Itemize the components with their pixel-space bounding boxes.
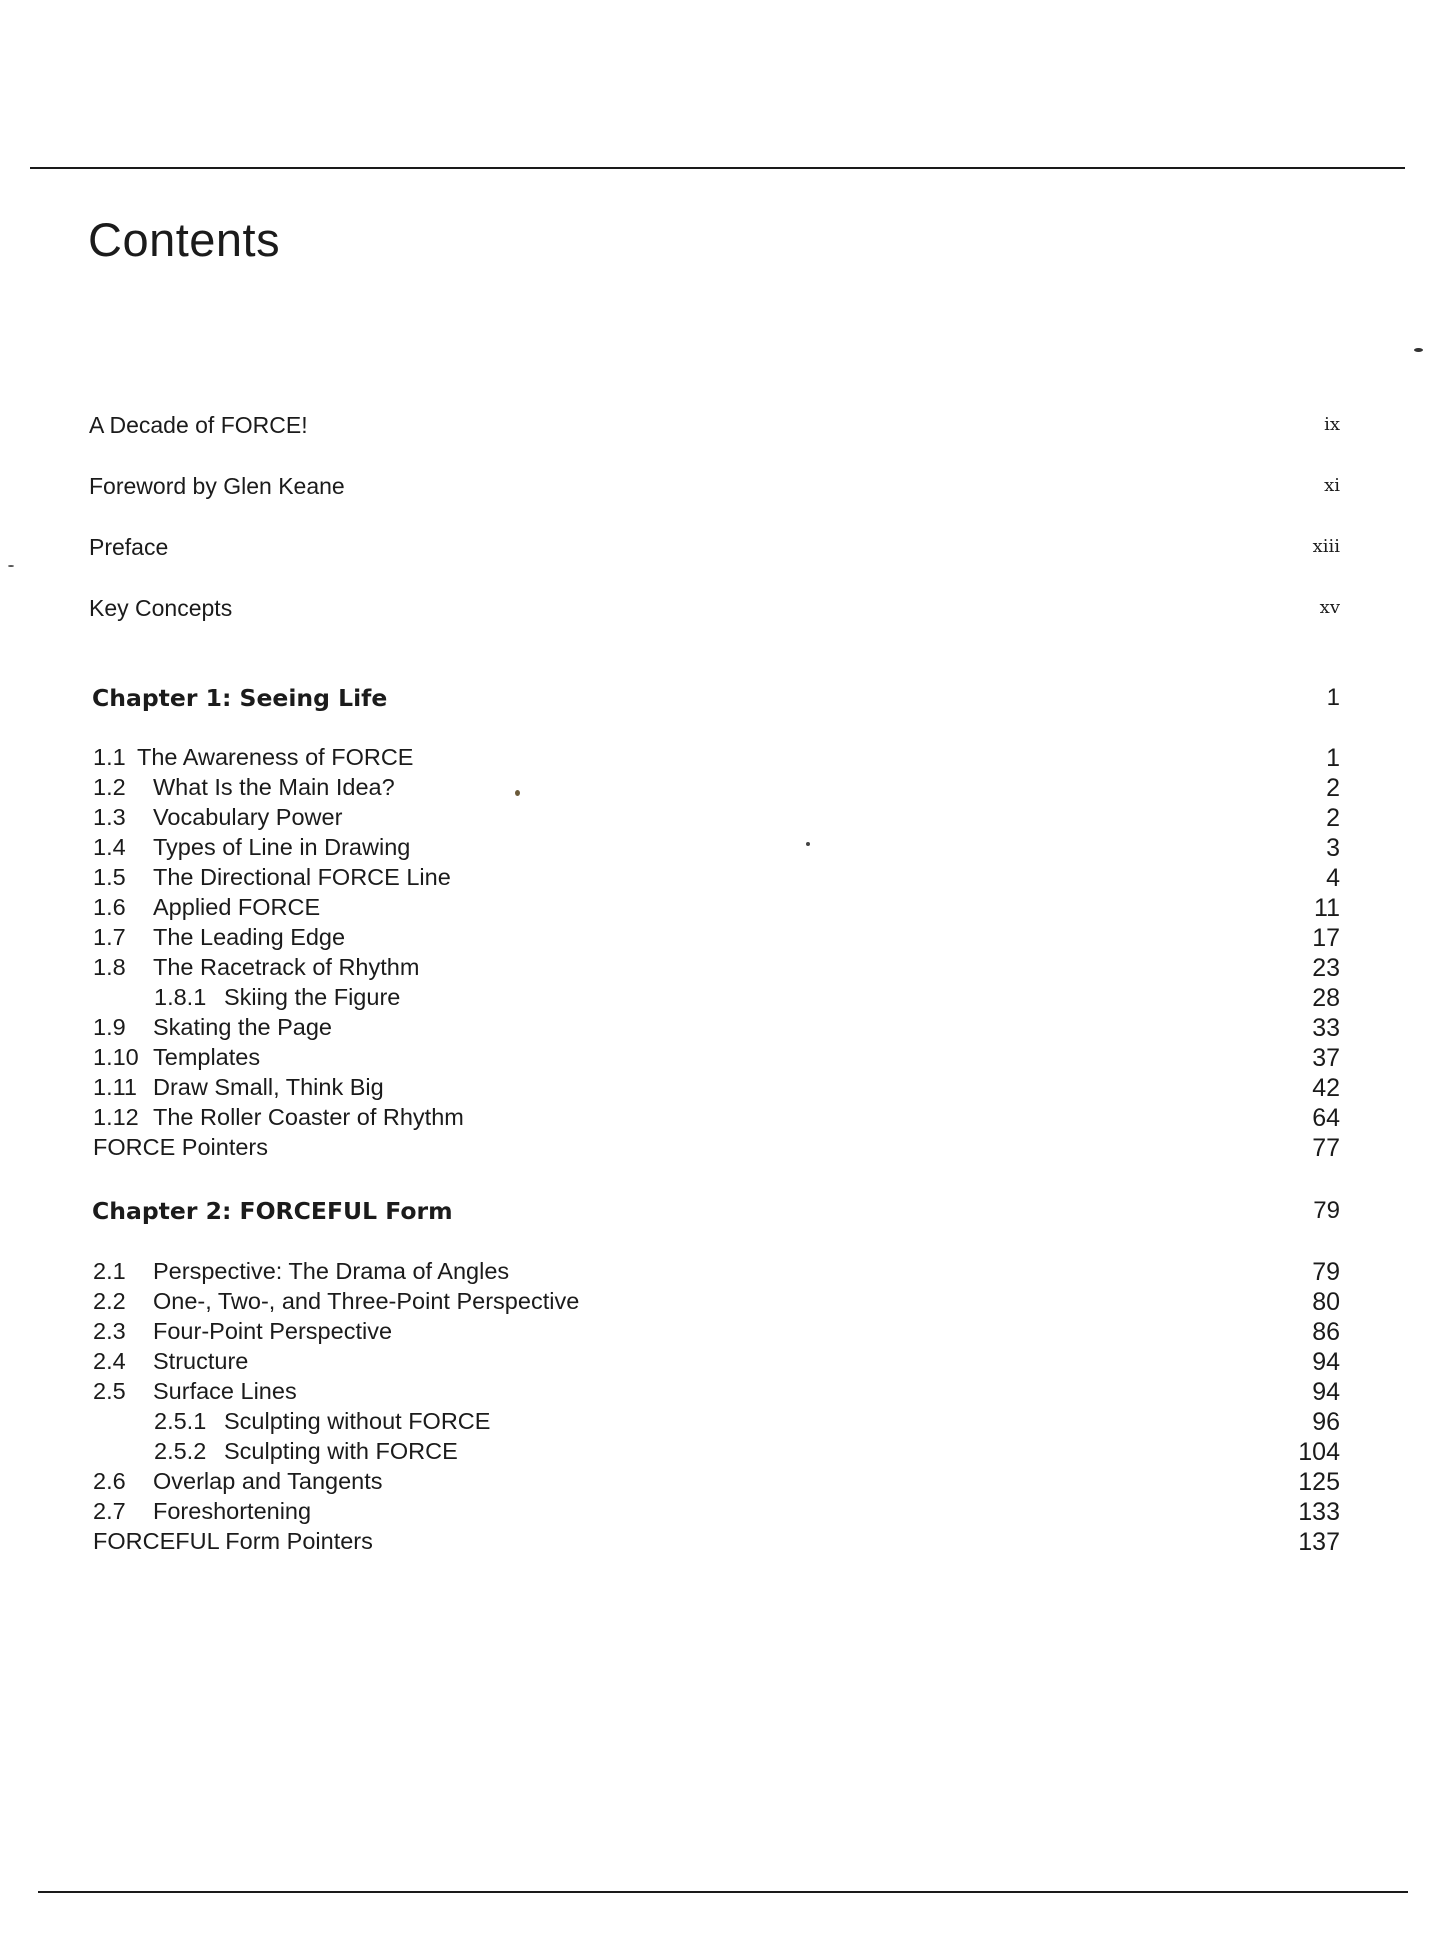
section-page-number: 86 — [1312, 1318, 1340, 1346]
section-number: 2.3 — [93, 1318, 126, 1344]
section-title: FORCEFUL Form Pointers — [93, 1528, 373, 1554]
bottom-rule — [38, 1891, 1408, 1893]
toc-entry-title: A Decade of FORCE! — [89, 412, 308, 438]
section-title: The Roller Coaster of Rhythm — [153, 1104, 464, 1130]
section-page-number: 4 — [1326, 864, 1340, 892]
section-title: The Directional FORCE Line — [153, 864, 451, 890]
section-page-number: 79 — [1312, 1258, 1340, 1286]
section-title: Overlap and Tangents — [153, 1468, 383, 1494]
section-page-number: 2 — [1326, 774, 1340, 802]
section-title: FORCE Pointers — [93, 1134, 268, 1160]
toc-page-number: xi — [1324, 475, 1340, 496]
section-page-number: 133 — [1298, 1498, 1340, 1526]
section-page-number: 137 — [1298, 1528, 1340, 1556]
section-number: 2.5.2 — [154, 1438, 207, 1464]
section-title: Applied FORCE — [153, 894, 321, 920]
section-page-number: 104 — [1298, 1438, 1340, 1466]
section-title: Structure — [153, 1348, 249, 1374]
section-title: Perspective: The Drama of Angles — [153, 1258, 510, 1284]
section-page-number: 28 — [1312, 984, 1340, 1012]
chapter-title: Chapter 1: Seeing Life — [92, 684, 388, 712]
section-title: What Is the Main Idea? — [153, 774, 395, 800]
section-title: Types of Line in Drawing — [153, 834, 411, 860]
section-page-number: 77 — [1312, 1134, 1340, 1162]
section-page-number: 2 — [1326, 804, 1340, 832]
section-number: 1.12 — [93, 1104, 139, 1130]
section-page-number: 42 — [1312, 1074, 1340, 1102]
section-page-number: 64 — [1312, 1104, 1340, 1132]
section-title: Skiing the Figure — [224, 984, 401, 1010]
toc-page-number: xv — [1319, 597, 1340, 618]
section-number: 1.2 — [93, 774, 126, 800]
section-page-number: 94 — [1312, 1378, 1340, 1406]
section-title: Sculpting with FORCE — [224, 1438, 458, 1464]
section-number: 2.7 — [93, 1498, 126, 1524]
section-title: Surface Lines — [153, 1378, 297, 1404]
section-number: 1.11 — [93, 1074, 137, 1100]
section-number: 1.9 — [93, 1014, 126, 1040]
section-title: The Leading Edge — [153, 924, 346, 950]
section-number: 2.5 — [93, 1378, 126, 1404]
section-number: 2.4 — [93, 1348, 126, 1374]
section-page-number: 37 — [1312, 1044, 1340, 1072]
section-title: Templates — [153, 1044, 261, 1070]
section-number: 1.7 — [93, 924, 126, 950]
section-title: One-, Two-, and Three-Point Perspective — [153, 1288, 580, 1314]
section-page-number: 17 — [1312, 924, 1340, 952]
section-page-number: 1 — [1326, 744, 1340, 772]
section-page-number: 80 — [1312, 1288, 1340, 1316]
section-title: Skating the Page — [153, 1014, 332, 1040]
toc-entry-title: Preface — [89, 534, 169, 560]
chapter-page-number: 1 — [1326, 684, 1340, 711]
section-title: Foreshortening — [153, 1498, 312, 1524]
section-page-number: 125 — [1298, 1468, 1340, 1496]
section-page-number: 33 — [1312, 1014, 1340, 1042]
section-number: 1.3 — [93, 804, 126, 830]
section-title: Draw Small, Think Big — [153, 1074, 384, 1100]
toc-page-number: ix — [1324, 414, 1340, 435]
section-number: 1.10 — [93, 1044, 139, 1070]
section-title: The Awareness of FORCE — [137, 744, 414, 770]
section-page-number: 94 — [1312, 1348, 1340, 1376]
top-rule — [30, 167, 1405, 169]
section-title: Vocabulary Power — [153, 804, 343, 830]
chapter-page-number: 79 — [1313, 1197, 1340, 1224]
section-number: 2.6 — [93, 1468, 126, 1494]
scan-speck — [1414, 348, 1423, 352]
section-page-number: 3 — [1326, 834, 1340, 862]
section-number: 1.8 — [93, 954, 126, 980]
section-title: Sculpting without FORCE — [224, 1408, 491, 1434]
section-page-number: 11 — [1314, 894, 1340, 922]
toc-entry-title: Key Concepts — [89, 595, 233, 621]
section-number: 2.2 — [93, 1288, 126, 1314]
page-title: Contents — [88, 213, 281, 266]
section-number: 1.5 — [93, 864, 126, 890]
section-number: 1.6 — [93, 894, 126, 920]
toc-page-number: xiii — [1312, 536, 1340, 557]
scan-speck — [806, 842, 810, 846]
chapter-title: Chapter 2: FORCEFUL Form — [92, 1197, 453, 1225]
section-number: 2.5.1 — [154, 1408, 207, 1434]
section-page-number: 96 — [1312, 1408, 1340, 1436]
scan-speck — [515, 790, 520, 796]
section-number: 2.1 — [93, 1258, 126, 1284]
section-number: 1.8.1 — [154, 984, 207, 1010]
section-page-number: 23 — [1312, 954, 1340, 982]
toc-entry-title: Foreword by Glen Keane — [89, 473, 345, 499]
section-number: 1.4 — [93, 834, 126, 860]
section-number: 1.1 — [93, 744, 126, 770]
scan-speck — [8, 565, 14, 567]
section-title: Four-Point Perspective — [153, 1318, 393, 1344]
section-title: The Racetrack of Rhythm — [153, 954, 420, 980]
